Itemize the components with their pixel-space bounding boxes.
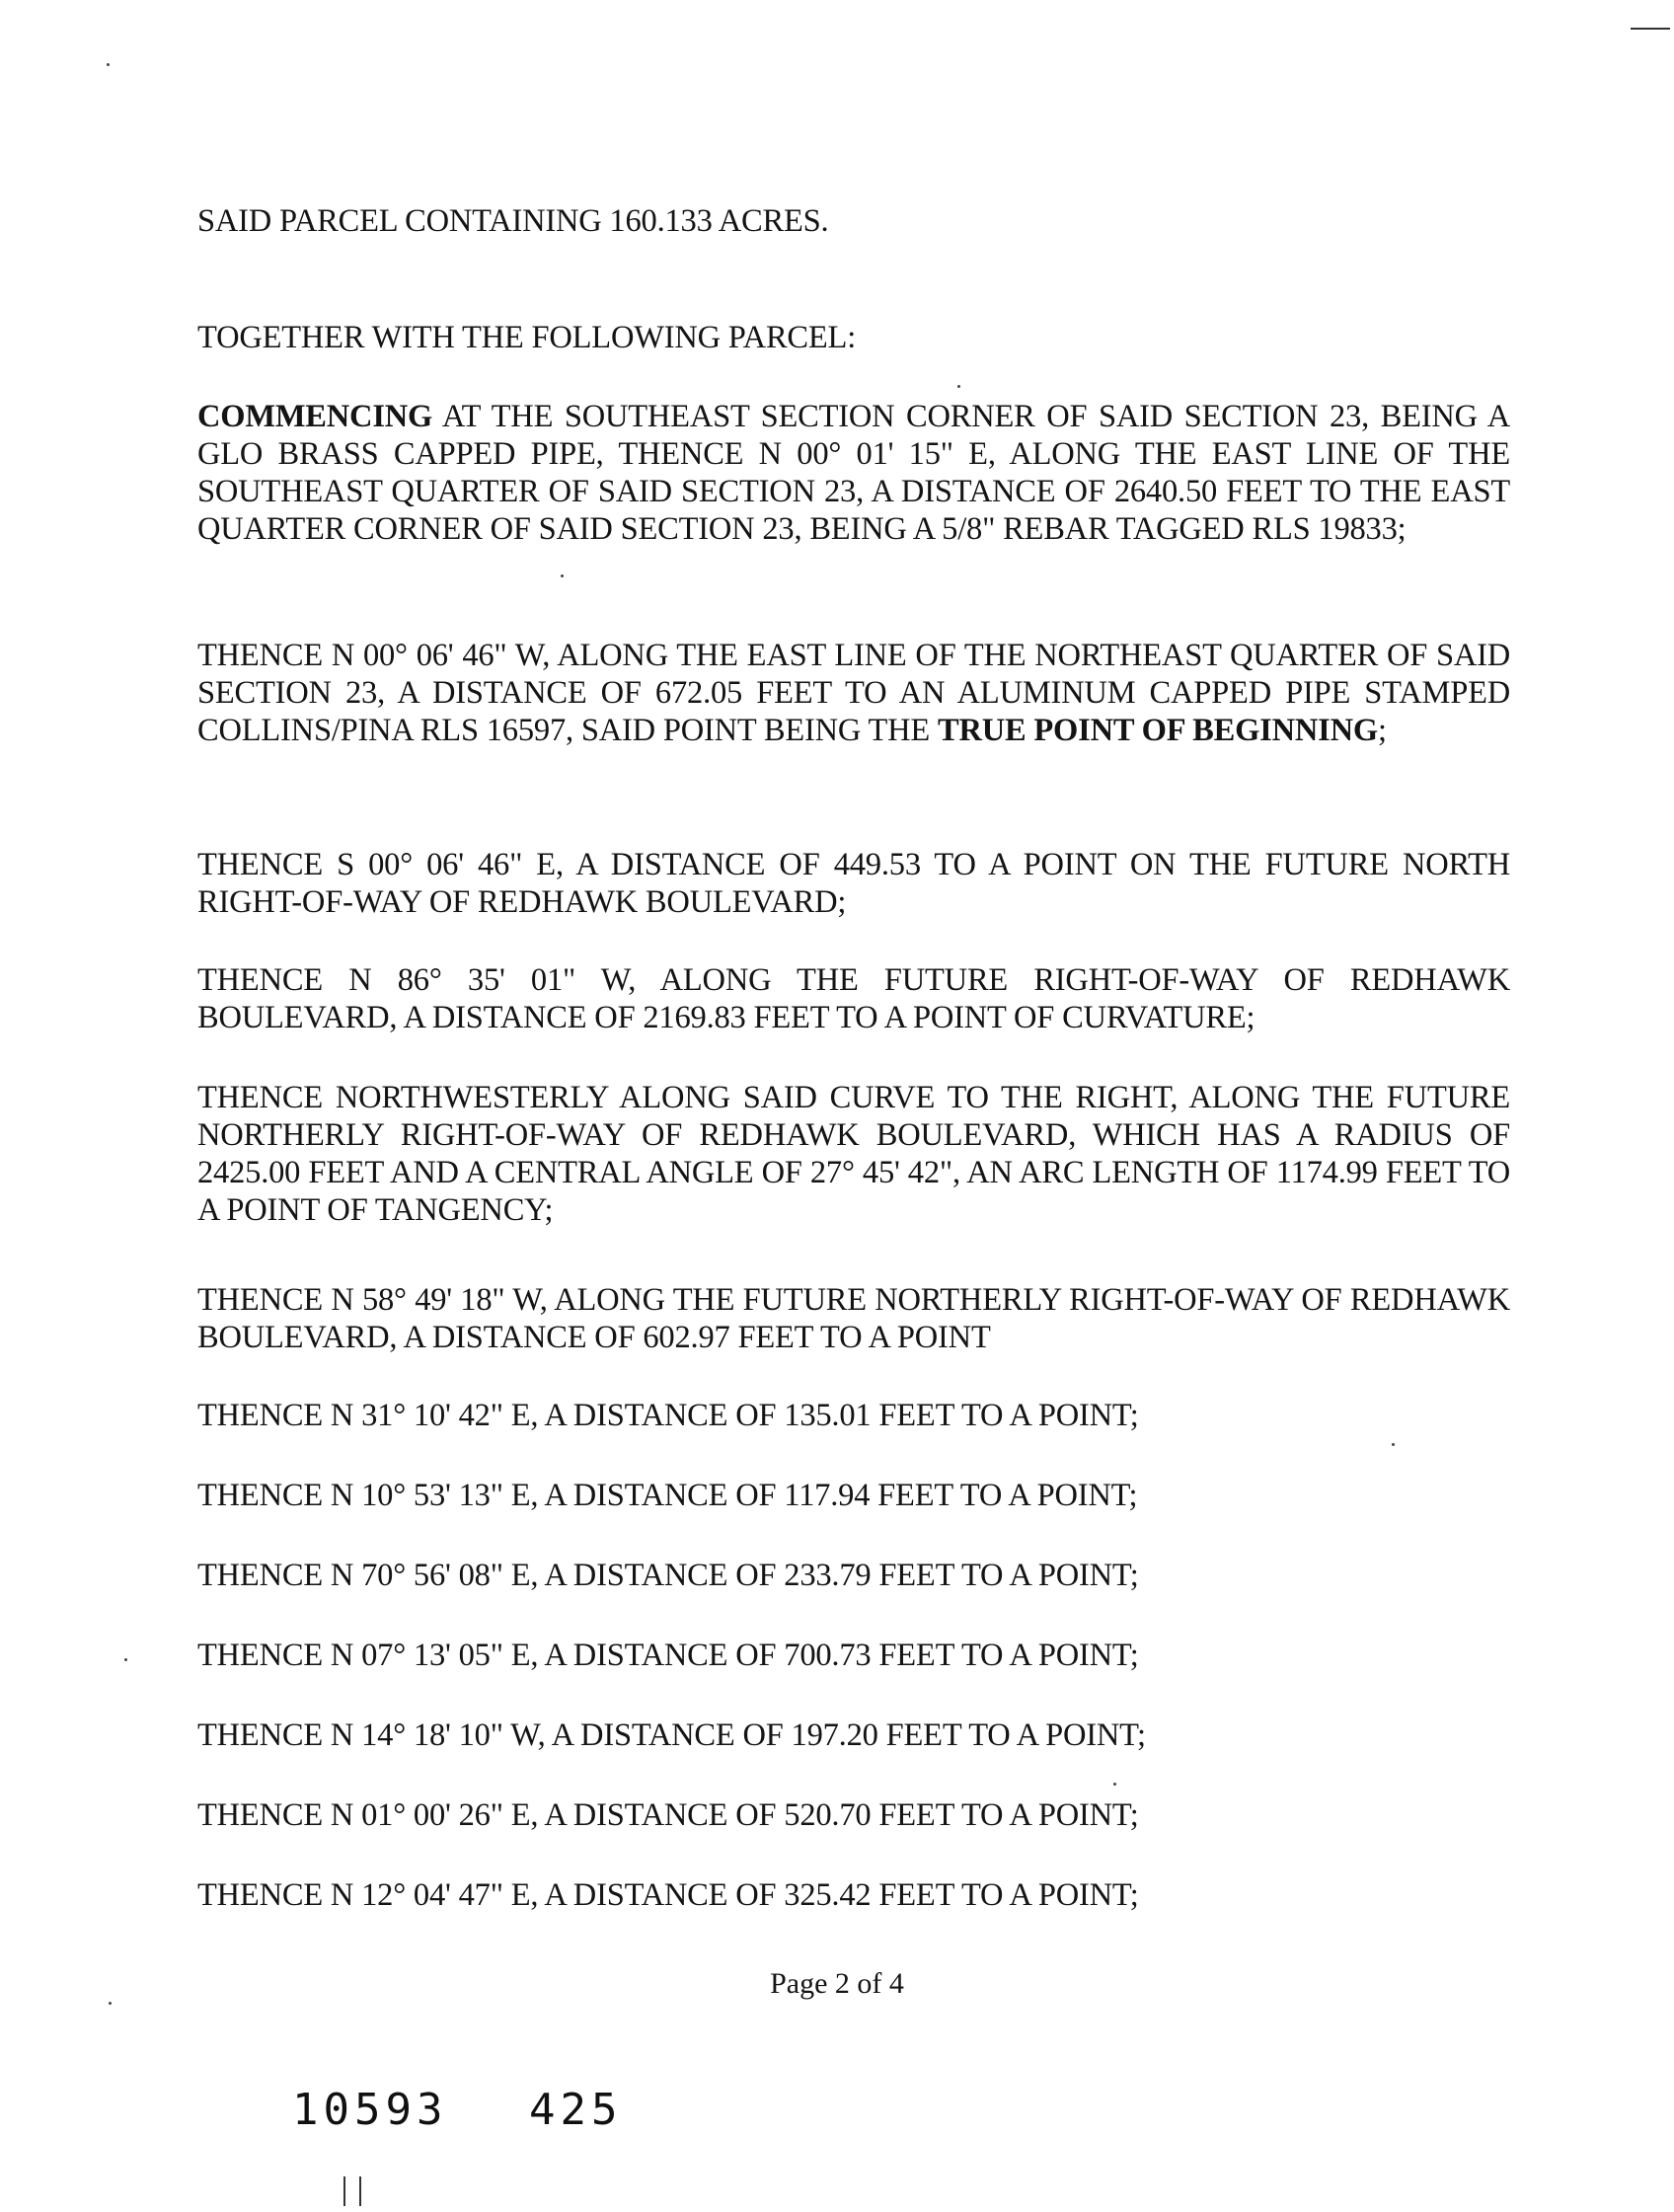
paragraph-course-11: THENCE N 70° 56' 08" E, A DISTANCE OF 233.79 FEET TO A POINT; — [197, 1558, 1139, 1593]
scan-speck — [1392, 1443, 1395, 1446]
scan-speck — [1113, 1783, 1116, 1786]
recording-book-number: 10593 — [292, 2085, 448, 2135]
scan-speck — [109, 2002, 112, 2005]
paragraph-course-10: THENCE N 10° 53' 13" E, A DISTANCE OF 117.94 FEET TO A POINT; — [197, 1478, 1138, 1513]
paragraph-course-14: THENCE N 01° 00' 26" E, A DISTANCE OF 520.70 FEET TO A POINT; — [197, 1797, 1139, 1833]
paragraph-together-with: TOGETHER WITH THE FOLLOWING PARCEL: — [197, 320, 857, 355]
scan-tick-mark — [343, 2176, 361, 2206]
corner-scan-mark — [1631, 28, 1670, 30]
paragraph-course-redhawk: THENCE N 86° 35' 01" W, ALONG THE FUTURE RIGHT-OF-WAY OF REDHAWK BOULEVARD, A DISTANCE OF 2169.83 FEET TO A POINT OF CURVATURE; — [197, 962, 1510, 1035]
paragraph-course-9: THENCE N 31° 10' 42" E, A DISTANCE OF 135.01 FEET TO A POINT; — [197, 1398, 1139, 1433]
paragraph-course-south: THENCE S 00° 06' 46" E, A DISTANCE OF 449.53 TO A POINT ON THE FUTURE NORTH RIGHT-OF-WAY OF REDHAWK BOULEVARD; — [197, 847, 1510, 920]
paragraph-course-12: THENCE N 07° 13' 05" E, A DISTANCE OF 700.73 FEET TO A POINT; — [197, 1638, 1139, 1673]
paragraph-commencing — [197, 398, 1510, 548]
paragraph-course-13: THENCE N 14° 18' 10" W, A DISTANCE OF 197.20 FEET TO A POINT; — [197, 1717, 1146, 1753]
paragraph-curve: THENCE NORTHWESTERLY ALONG SAID CURVE TO THE RIGHT, ALONG THE FUTURE NORTHERLY RIGHT-OF-WAY OF REDHAWK BOULEVARD, WHICH HAS A RADIUS OF 2425.00 FEET AND A CENTRAL ANGLE OF 27° 45' 42", AN ARC LENGTH OF 1174.99 FEET TO A POINT OF TANGENCY; — [197, 1080, 1510, 1228]
tpob-emphasis: TRUE POINT OF BEGINNING — [937, 713, 1378, 748]
tpob-tail: ; — [1377, 713, 1387, 748]
paragraph-course-northwest: THENCE N 58° 49' 18" W, ALONG THE FUTURE NORTHERLY RIGHT-OF-WAY OF REDHAWK BOULEVARD, A DISTANCE OF 602.97 FEET TO A POINT — [197, 1282, 1510, 1355]
recording-page-number: 425 — [529, 2085, 623, 2135]
paragraph-course-15: THENCE N 12° 04' 47" E, A DISTANCE OF 325.42 FEET TO A POINT; — [197, 1877, 1139, 1913]
paragraph-acreage: SAID PARCEL CONTAINING 160.133 ACRES. — [197, 203, 829, 239]
scan-speck — [124, 1658, 127, 1661]
scan-speck — [561, 574, 564, 577]
page-number: Page 2 of 4 — [770, 1967, 904, 2000]
paragraph-true-point-of-beginning — [197, 637, 1510, 749]
scan-speck — [107, 63, 110, 66]
commencing-lead: COMMENCING — [197, 399, 433, 434]
commencing-text: AT THE SOUTHEAST SECTION CORNER OF SAID SECTION 23, BEING A GLO BRASS CAPPED PIPE, THENCE N 00° 01' 15" E, ALONG THE EAST LINE OF THE SOUTHEAST QUARTER OF SAID SECTION 23, A DISTANCE OF 2640.50 FEET TO THE EAST QUARTER CORNER OF SAID SECTION 23, BEING A 5/8" REBAR TAGGED RLS 19833; — [197, 399, 1510, 547]
tpob-text: THENCE N 00° 06' 46" W, ALONG THE EAST LINE OF THE NORTHEAST QUARTER OF SAID SECTION 23, A DISTANCE OF 672.05 FEET TO AN ALUMINUM CAPPED PIPE STAMPED COLLINS/PINA RLS 16597, SAID POINT BEING THE — [197, 638, 1510, 748]
scan-speck — [957, 385, 960, 388]
